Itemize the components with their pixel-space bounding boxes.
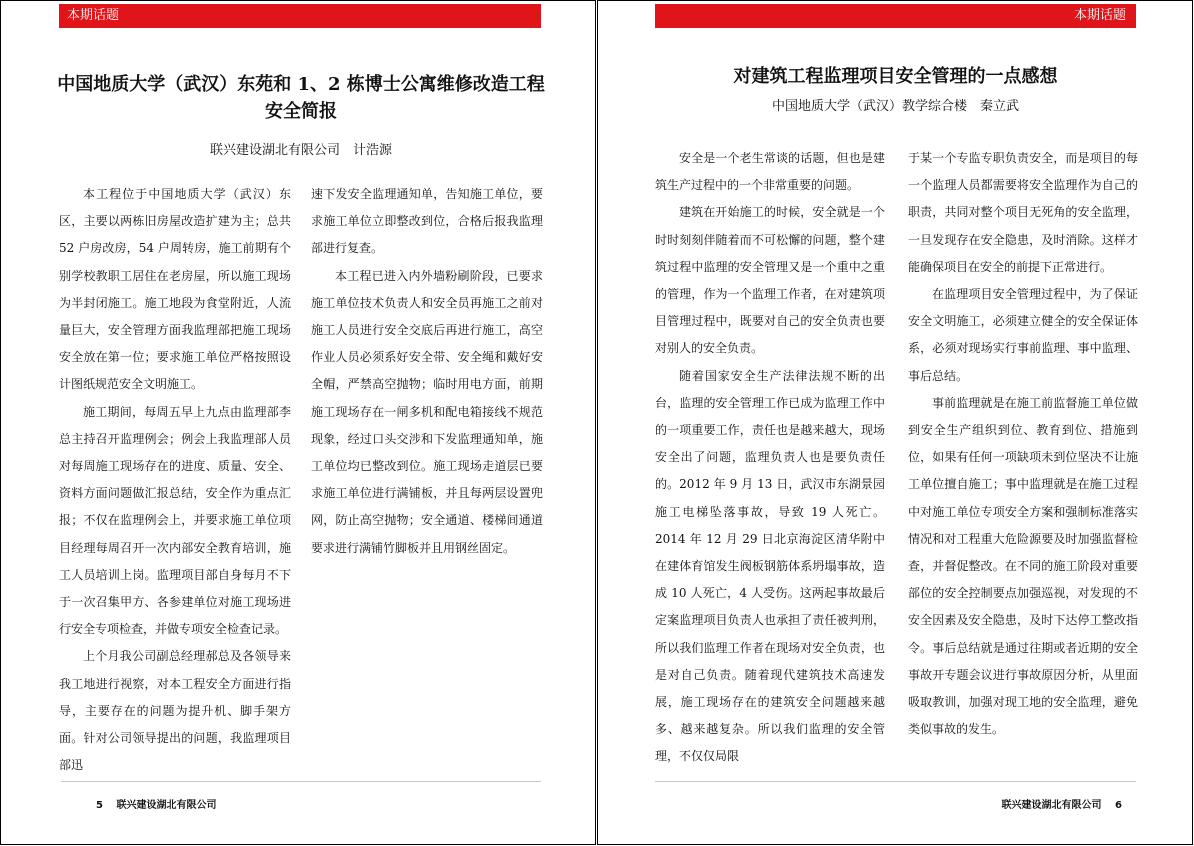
paragraph: 在监理项目安全管理过程中，为了保证安全文明施工，必须建立健全的安全保证体系，必须对现场实行事前监理、事中监理、事后总结。 — [908, 287, 1138, 383]
page-number: 5 — [96, 800, 103, 811]
footer-company: 联兴建设湖北有限公司 — [116, 800, 217, 811]
page-footer — [1002, 796, 1132, 811]
paragraph: 随着国家安全生产法律法规不断的出台，监理的安全管理工作已成为监理工作中的一项重要工作，责任也是越来越大，现场安全出了问题，监理负责人也是要负责任的。2012 年 9 月 13 日，武汉市东湖景园施工电梯坠落事故，导致 19 人死亡。2014 年 12 月 29 日北京海淀区清华附中在建体育馆发生阀板钢筋体系坍塌事故，造成 10 人死亡，4 人受伤。这两起事故最后定案监理项目负责人也承担了责任被判刑，所以我们监理工作者在现场对安全负责，也是对自己负责。随着现代建筑技术高速发展，施工现场存在的建筑安全问题越来越多、越来越复杂。所以我们监理的安全管理，不仅仅局限 — [655, 368, 885, 764]
page-footer — [86, 796, 216, 811]
footer-company: 联兴建设湖北有限公司 — [1001, 800, 1102, 811]
footer-rule — [61, 781, 541, 782]
page-number: 6 — [1115, 800, 1122, 811]
right-page — [597, 0, 1193, 845]
article-title: 对建筑工程监理项目安全管理的一点感想 — [733, 66, 1058, 87]
text-column-2 — [311, 181, 543, 562]
text-column-2 — [908, 145, 1138, 743]
article-title — [41, 71, 561, 125]
topic-banner: 本期话题 — [59, 4, 541, 28]
paragraph: 施工期间，每周五早上九点由监理部李总主持召开监理例会；例会上我监理部人员对每周施工现场存在的进度、质量、安全、资料方面问题做汇报总结，安全作为重点汇报；不仅在监理例会上，并要求施工单位项目经理每周召开一次内部安全教育培训，施工人员培训上岗。监理项目部自身每月不下于一次召集甲方、各参建单位对施工现场进行安全专项检查，并做专项安全检查记录。 — [59, 404, 291, 637]
title-line-1: 中国地质大学（武汉）东苑和 1、2 栋博士公寓维修改造工程 — [57, 74, 545, 95]
paragraph: 本工程位于中国地质大学（武汉）东区，主要以两栋旧房屋改造扩建为主；总共 52 户房改房，54 户周转房，施工前期有个别学校教职工居住在老房屋，所以施工现场为半封闭施工。施工地段为食堂附近，人流量巨大，安全管理方面我监理部把施工现场安全放在第一位；要求施工单位严格按照设计图纸规范安全文明施工。 — [59, 187, 291, 392]
text-column-1 — [59, 181, 291, 779]
text-column-1 — [655, 145, 885, 771]
title-line-2: 安全简报 — [265, 101, 337, 122]
topic-banner: 本期话题 — [655, 4, 1136, 28]
paragraph-continued: 于某一个专监专职负责安全，而是项目的每一个监理人员都需要将安全监理作为自己的职责，共同对整个项目无死角的安全监理，一旦发现存在安全隐患，及时消除。这样才能确保项目在安全的前提下正常进行。 — [908, 151, 1138, 274]
paragraph: 上个月我公司副总经理郝总及各领导来我工地进行视察，对本工程安全方面进行指导，主要存在的问题为提升机、脚手架方面。针对公司领导提出的问题，我监理项目部迅 — [59, 649, 291, 773]
footer-rule — [655, 781, 1136, 782]
paragraph-continued: 速下发安全监理通知单，告知施工单位，要求施工单位立即整改到位，合格后报我监理部进行复查。 — [311, 187, 543, 256]
paragraph: 建筑在开始施工的时候，安全就是一个时时刻刻伴随着而不可松懈的问题，整个建筑过程中监理的安全管理又是一个重中之重的管理，作为一个监理工作者，在对建筑项目管理过程中，既要对自己的安全负责也要对别人的安全负责。 — [655, 205, 885, 356]
article-byline: 中国地质大学（武汉）教学综合楼 秦立武 — [771, 99, 1019, 114]
paragraph: 安全是一个老生常谈的话题，但也是建筑生产过程中的一个非常重要的问题。 — [655, 151, 885, 193]
left-page — [0, 0, 596, 845]
paragraph: 事前监理就是在施工前监督施工单位做到安全生产组织到位、教育到位、措施到位，如果有任何一项缺项未到位坚决不让施工单位擅自施工；事中监理就是在施工过程中对施工单位专项安全方案和强制标准落实情况和对工程重大危险源要及时加强监督检查，并督促整改。在不同的施工阶段对重要部位的安全控制要点加强巡视，对发现的不安全因素及安全隐患，及时下达停工整改指令。事后总结就是通过往期或者近期的安全事故开专题会议进行事故原因分析，从里面吸取教训，加强对现工地的安全监理，避免类似事故的发生。 — [908, 395, 1138, 737]
article-byline: 联兴建设湖北有限公司 计浩源 — [209, 143, 392, 158]
paragraph: 本工程已进入内外墙粉刷阶段，已要求施工单位技术负责人和安全员再施工之前对施工人员进行安全交底后再进行施工，高空作业人员必须系好安全带、安全绳和戴好安全帽，严禁高空抛物；临时用电方面，前期施工现场存在一闸多机和配电箱接线不规范现象，经过口头交涉和下发监理通知单，施工单位均已整改到位。施工现场走道层已要求施工单位进行满铺板，并且每两层设置兜网，防止高空抛物；安全通道、楼梯间通道要求进行满铺竹脚板并且用钢丝固定。 — [311, 268, 543, 555]
